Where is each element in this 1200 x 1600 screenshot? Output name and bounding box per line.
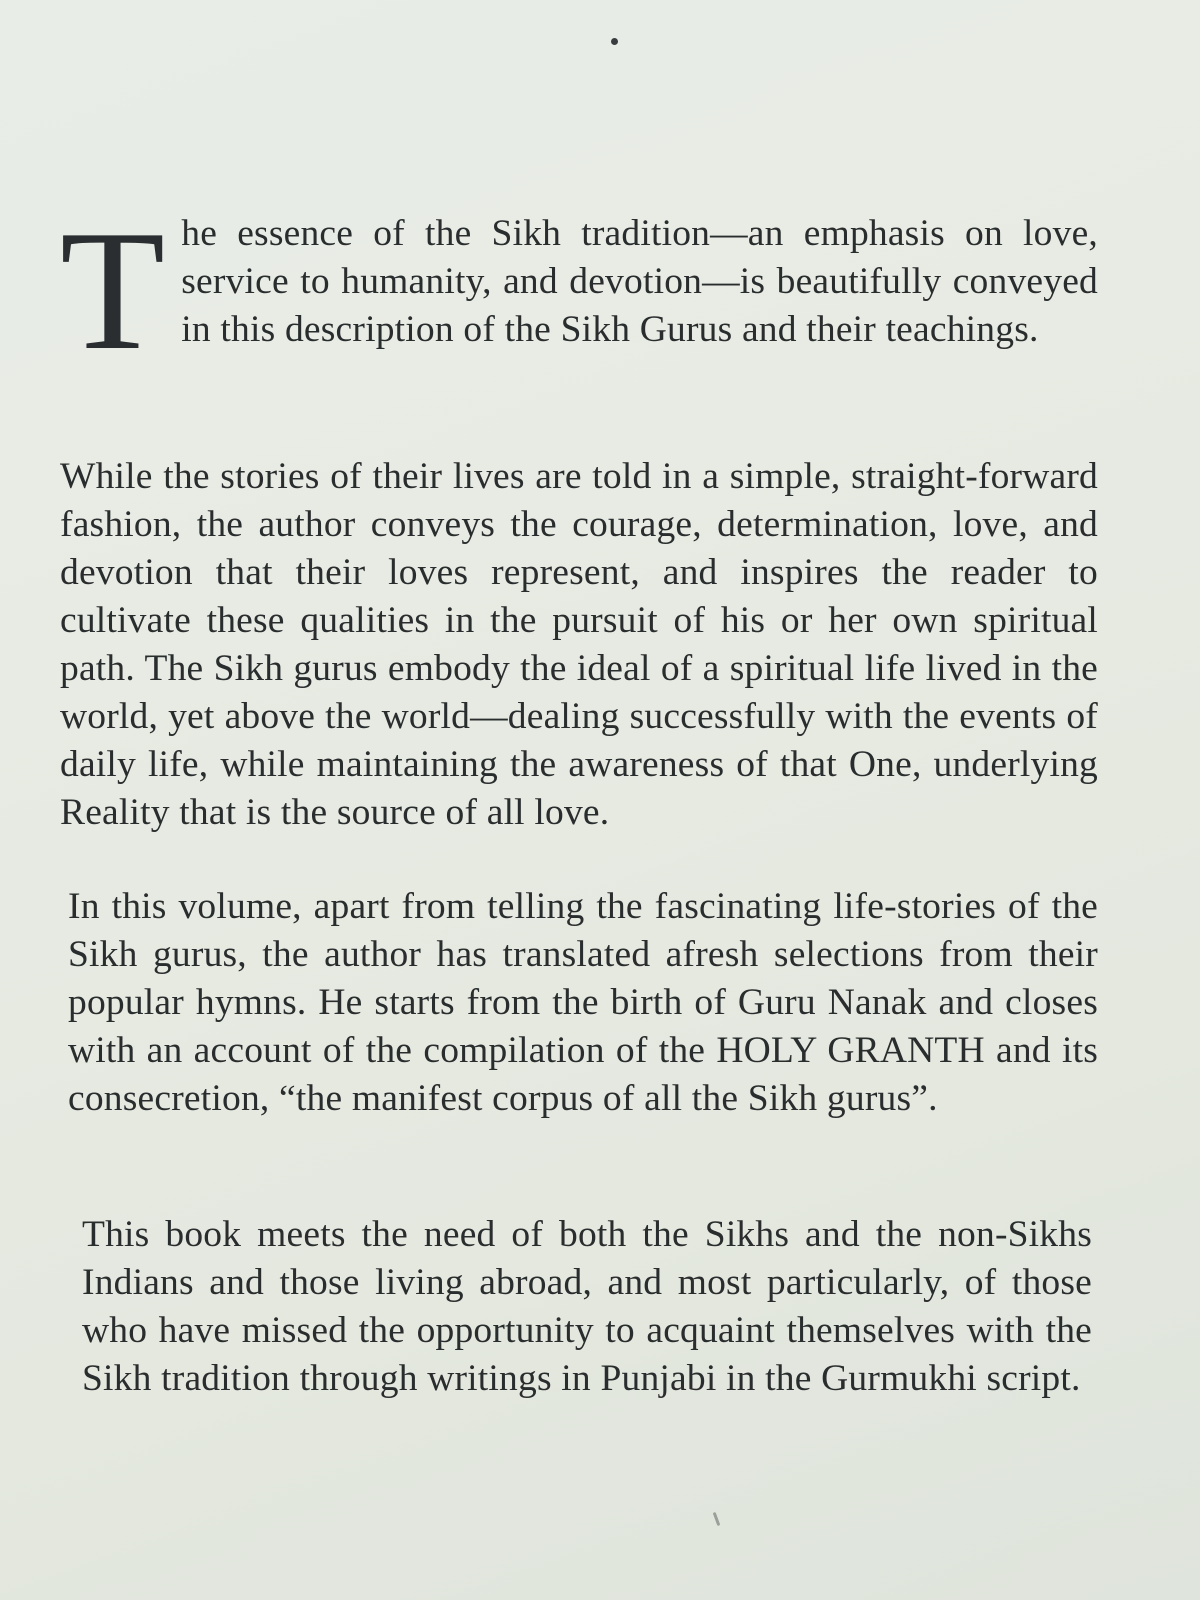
paragraph-stories: While the stories of their lives are told in a simple, straight-forward fashion, the author conveys the courage, determination, love, and devotion that their loves represent, and inspires the reader to cultivate these qualities in the pursuit of his or her own spiritual path. The Sikh gurus embody the ideal of a spiritual life lived in the world, yet above the world—dealing successfully with the events of daily life, while maintaining the awareness of that One, underlying Reality that is the source of all love. — [60, 456, 1098, 833]
paper-mark — [713, 1512, 721, 1526]
ink-speck — [611, 38, 618, 45]
drop-cap: T — [60, 196, 166, 386]
intro-paragraph — [60, 196, 1098, 386]
paragraph-audience: This book meets the need of both the Sikhs and the non-Sikhs Indians and those living abroad, and most particularly, of those who have missed the opportunity to acquaint themselves with the Sikh tradition through writings in Punjabi in the Gurmukhi script. — [82, 1214, 1092, 1399]
intro-text: he essence of the Sikh tradition—an emphasis on love, service to humanity, and devotion—is beautifully conveyed in this description of the Sikh Gurus and their teachings. — [181, 213, 1098, 350]
paragraph-volume: In this volume, apart from telling the fascinating life-stories of the Sikh gurus, the author has translated afresh selections from their popular hymns. He starts from the birth of Guru Nanak and closes with an account of the compilation of the HOLY GRANTH and its consecretion, “the manifest corpus of all the Sikh gurus”. — [68, 886, 1098, 1119]
